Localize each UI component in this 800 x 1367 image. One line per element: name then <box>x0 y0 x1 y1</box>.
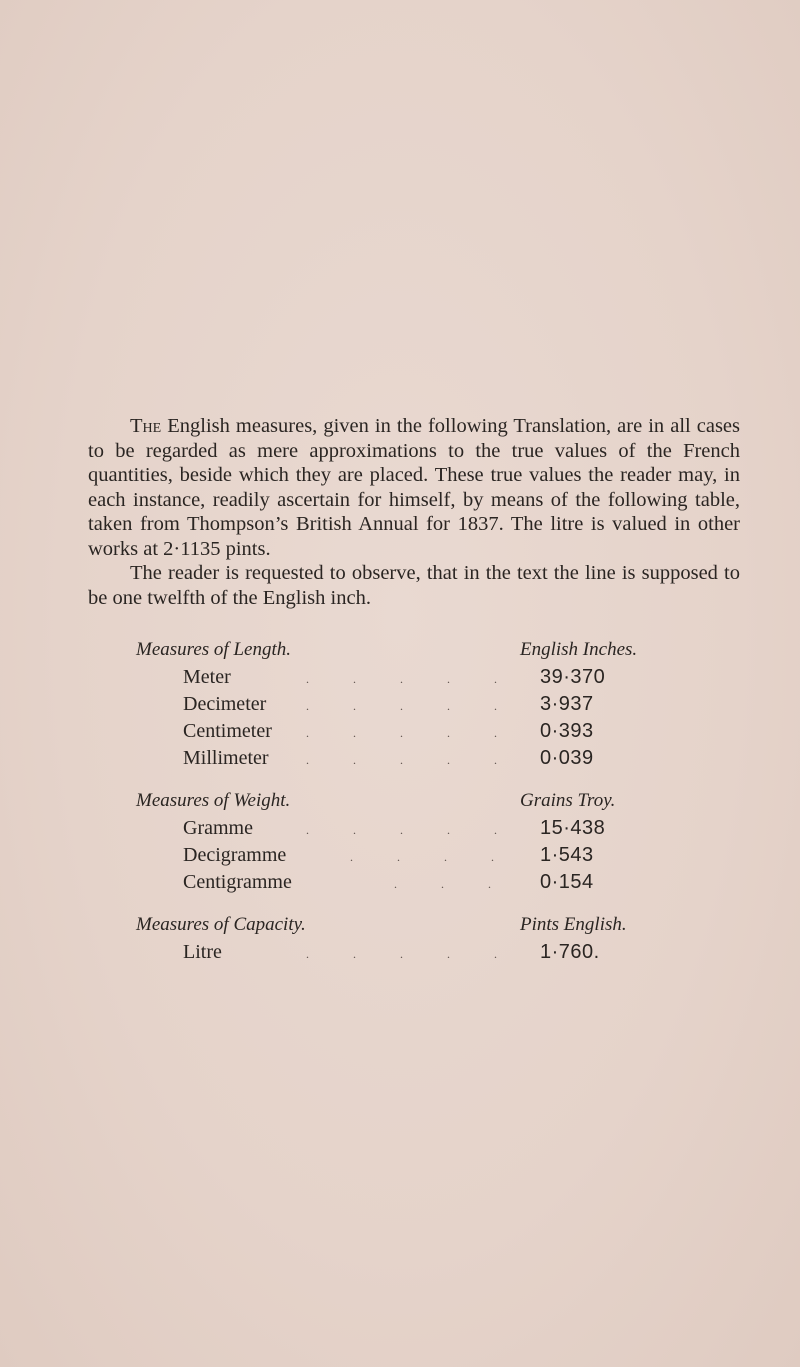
weight-heading: Measures of Weight. <box>136 790 291 811</box>
intro-paragraph-1-text: English measures, given in the following Translation, are in all cases to be regarded as mere approximations to the true values of the French quantities, beside which they are placed. These true values the reader may, in each instance, readily ascertain for himself, by means of the following table, taken from Thompson’s British Annual for 1837. The litre is valued in other works at 2·1135 pints. <box>88 415 740 560</box>
weight-row-value: 15·438 <box>540 817 606 839</box>
dot-leader: ... <box>394 877 535 891</box>
capacity-row-value: 1·760. <box>540 941 600 963</box>
length-row-value: 39·370 <box>540 666 606 688</box>
intro-paragraph-2: The reader is requested to observe, that in the text the line is supposed to be one twelfth of the English inch. <box>88 562 740 609</box>
intro-lead-word: The <box>130 415 162 437</box>
dot-leader: ..... <box>306 753 541 767</box>
capacity-unit-heading: Pints English. <box>520 914 627 935</box>
length-row-label: Decimeter <box>183 693 267 715</box>
length-row-label: Millimeter <box>183 747 269 769</box>
length-heading: Measures of Length. <box>136 639 291 660</box>
dot-leader: ..... <box>306 947 541 961</box>
length-row-label: Centimeter <box>183 720 272 742</box>
dot-leader: ..... <box>306 699 541 713</box>
weight-row-value: 0·154 <box>540 871 594 893</box>
length-row-label: Meter <box>183 666 231 688</box>
weight-row-label: Centigramme <box>183 871 292 893</box>
weight-row-value: 1·543 <box>540 844 594 866</box>
length-unit-heading: English Inches. <box>520 639 638 660</box>
capacity-row-label: Litre <box>183 941 222 963</box>
dot-leader: ..... <box>306 823 541 837</box>
dot-leader: .... <box>350 850 538 864</box>
weight-row-label: Gramme <box>183 817 253 839</box>
weight-row-label: Decigramme <box>183 844 287 866</box>
length-row-value: 0·039 <box>540 747 594 769</box>
weight-unit-heading: Grains Troy. <box>520 790 616 811</box>
length-row-value: 3·937 <box>540 693 594 715</box>
dot-leader: ..... <box>306 672 541 686</box>
length-row-value: 0·393 <box>540 720 594 742</box>
capacity-heading: Measures of Capacity. <box>136 914 306 935</box>
dot-leader: ..... <box>306 726 541 740</box>
